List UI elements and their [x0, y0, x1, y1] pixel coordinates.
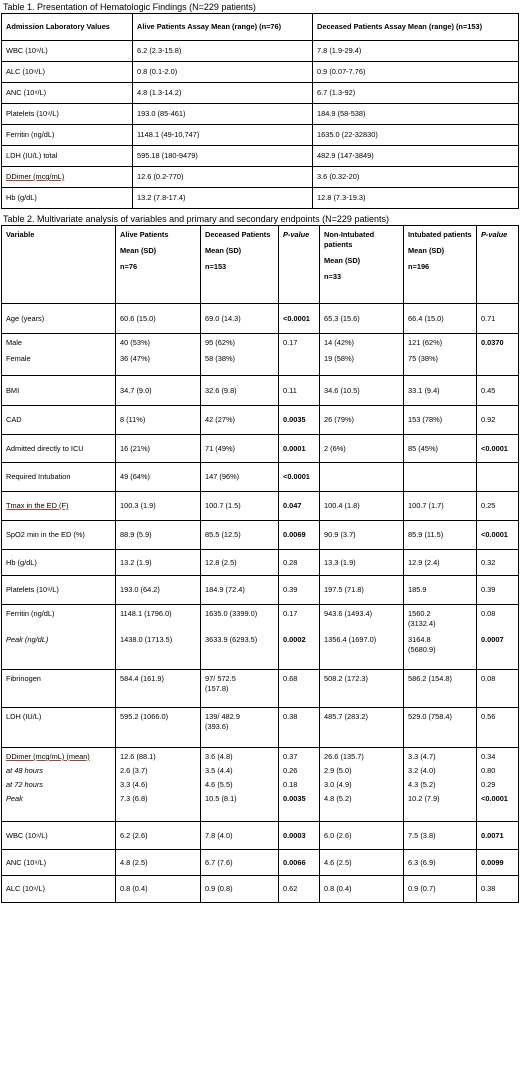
table-cell: 3.6 (0.32-20): [313, 167, 519, 188]
table-cell: 88.9 (5.9): [116, 521, 201, 550]
table1-caption: Table 1. Presentation of Hematologic Findings (N=229 patients): [3, 2, 256, 12]
table-cell: 85 (45%): [404, 435, 477, 463]
table-cell: 7.8 (1.9-29.4): [313, 41, 519, 62]
table-cell: 584.4 (161.9): [116, 670, 201, 708]
table-cell: 6.2 (2.6): [116, 822, 201, 850]
table-cell: 6.0 (2.6): [320, 822, 404, 850]
table-cell: 0.0066: [279, 850, 320, 876]
table-cell: 0.8 (0.4): [116, 876, 201, 903]
table-cell: 0.9 (0.07-7.76): [313, 62, 519, 83]
table-cell: 71 (49%): [201, 435, 279, 463]
table-cell: ANC (10⁹/L): [2, 850, 116, 876]
table-row: [2, 125, 519, 146]
table-cell: 12.9 (2.4): [404, 550, 477, 576]
table-cell: 153 (78%): [404, 406, 477, 435]
table-row: [2, 334, 519, 376]
table-cell: 12.8 (2.5): [201, 550, 279, 576]
table-cell: 529.0 (758.4): [404, 708, 477, 748]
table-row: [2, 576, 519, 605]
table-cell: 3.6 (4.8) 3.5 (4.4) 4.6 (5.5) 10.5 (8.1): [201, 748, 279, 822]
table-cell: 6.7 (1.3-92): [313, 83, 519, 104]
table-cell: 0.62: [279, 876, 320, 903]
table-cell: 8 (11%): [116, 406, 201, 435]
table-cell: SpO2 min in the ED (%): [2, 521, 116, 550]
table-cell: 508.2 (172.3): [320, 670, 404, 708]
table-row: [2, 62, 519, 83]
table-cell: 0.39: [477, 576, 519, 605]
table-cell: 3.3 (4.7) 3.2 (4.0) 4.3 (5.2) 10.2 (7.9): [404, 748, 477, 822]
table-cell: 97/ 572.5 (157.8): [201, 670, 279, 708]
table-cell: 100.3 (1.9): [116, 492, 201, 521]
table-cell: 33.1 (9.4): [404, 376, 477, 406]
table-cell: <0.0001: [279, 463, 320, 492]
table-cell: WBC (10⁹/L): [2, 41, 133, 62]
table-cell: Platelets (10⁹/L): [2, 104, 133, 125]
table-cell: 100.7 (1.7): [404, 492, 477, 521]
table-cell: 12.6 (88.1) 2.6 (3.7) 3.3 (4.6) 7.3 (6.8): [116, 748, 201, 822]
table-cell: ALC (10⁹/L): [2, 876, 116, 903]
table-cell: 95 (62%) 58 (38%): [201, 334, 279, 376]
table-cell: 595.18 (180-9479): [133, 146, 313, 167]
table-cell: 7.5 (3.8): [404, 822, 477, 850]
table-cell: LDH (IU/L) total: [2, 146, 133, 167]
table-cell: 0.0069: [279, 521, 320, 550]
table-cell: 0.9 (0.8): [201, 876, 279, 903]
table-cell: 100.7 (1.5): [201, 492, 279, 521]
table-cell: 0.38: [477, 876, 519, 903]
table-cell: 13.3 (1.9): [320, 550, 404, 576]
table-cell: 34.6 (10.5): [320, 376, 404, 406]
table-cell: 42 (27%): [201, 406, 279, 435]
table-cell: 4.8 (2.5): [116, 850, 201, 876]
header-cell: P-value: [279, 226, 320, 304]
table-cell: Age (years): [2, 304, 116, 334]
multivariate-analysis-table: [1, 225, 519, 903]
table-cell: 0.0370: [477, 334, 519, 376]
table-cell: 34.7 (9.0): [116, 376, 201, 406]
table-cell: 4.6 (2.5): [320, 850, 404, 876]
header-cell: Variable: [2, 226, 116, 304]
table-cell: 1635.0 (3399.0) 3633.9 (6293.5): [201, 605, 279, 670]
table-cell: 0.32: [477, 550, 519, 576]
table-cell: [404, 463, 477, 492]
table-cell: 12.8 (7.3-19.3): [313, 188, 519, 209]
table-cell: 66.4 (15.0): [404, 304, 477, 334]
table-cell: 6.2 (2.3-15.8): [133, 41, 313, 62]
table-row: [2, 435, 519, 463]
table-row: [2, 83, 519, 104]
table-row: [2, 104, 519, 125]
table-cell: 4.8 (1.3-14.2): [133, 83, 313, 104]
table-row: [2, 463, 519, 492]
table-cell: 32.6 (9.8): [201, 376, 279, 406]
table-cell: BMI: [2, 376, 116, 406]
table-cell: 16 (21%): [116, 435, 201, 463]
table-cell: 0.047: [279, 492, 320, 521]
table-cell: 0.92: [477, 406, 519, 435]
header-cell: P-value: [477, 226, 519, 304]
table-cell: 193.0 (64.2): [116, 576, 201, 605]
table-cell: 0.17: [279, 334, 320, 376]
table-cell: 193.0 (85-461): [133, 104, 313, 125]
table-row: [2, 550, 519, 576]
table-row: [2, 521, 519, 550]
table-cell: [477, 463, 519, 492]
table-cell: WBC (10⁹/L): [2, 822, 116, 850]
table-cell: Male Female: [2, 334, 116, 376]
table-cell: 0.8 (0.1-2.0): [133, 62, 313, 83]
table-cell: 12.6 (0.2-770): [133, 167, 313, 188]
table-cell: 1635.0 (22-32830): [313, 125, 519, 146]
table-row: [2, 376, 519, 406]
table-row: [2, 304, 519, 334]
table-cell: DDimer (mcg/mL) (mean) at 48 hours at 72 hours Peak: [2, 748, 116, 822]
table-cell: 69.0 (14.3): [201, 304, 279, 334]
table-row: [2, 708, 519, 748]
table-cell: 0.45: [477, 376, 519, 406]
table-cell: ALC (10⁹/L): [2, 62, 133, 83]
table-row: [2, 492, 519, 521]
table-cell: 1148.1 (1796.0) 1438.0 (1713.5): [116, 605, 201, 670]
table-cell: Platelets (10⁹/L): [2, 576, 116, 605]
table-cell: 60.6 (15.0): [116, 304, 201, 334]
table-cell: Hb (g/dL): [2, 550, 116, 576]
table-cell: <0.0001: [477, 435, 519, 463]
table-cell: 0.0071: [477, 822, 519, 850]
table-cell: 26.6 (135.7) 2.9 (5.0) 3.0 (4.9) 4.8 (5.2): [320, 748, 404, 822]
header-cell: Intubated patients Mean (SD) n=196: [404, 226, 477, 304]
table-cell: 0.68: [279, 670, 320, 708]
table-header-row: [2, 226, 519, 304]
table-row: [2, 167, 519, 188]
table-cell: 7.8 (4.0): [201, 822, 279, 850]
table-cell: 0.38: [279, 708, 320, 748]
header-cell: Alive Patients Assay Mean (range) (n=76): [133, 14, 313, 41]
table-cell: 0.08 0.0007: [477, 605, 519, 670]
table-cell: Ferritin (ng/dL): [2, 125, 133, 146]
table-row: [2, 822, 519, 850]
table-cell: 0.0001: [279, 435, 320, 463]
table-cell: 0.56: [477, 708, 519, 748]
table-cell: 0.25: [477, 492, 519, 521]
table-row: [2, 188, 519, 209]
table-row: [2, 406, 519, 435]
table-cell: ANC (10⁹/L): [2, 83, 133, 104]
table-row: [2, 850, 519, 876]
table-cell: 482.9 (147-3849): [313, 146, 519, 167]
table-cell: 0.0099: [477, 850, 519, 876]
table-cell: 0.9 (0.7): [404, 876, 477, 903]
header-cell: Deceased Patients Assay Mean (range) (n=153): [313, 14, 519, 41]
table-row: [2, 876, 519, 903]
table-cell: 185.9: [404, 576, 477, 605]
table-header-row: [2, 14, 519, 41]
table-cell: <0.0001: [477, 521, 519, 550]
table-cell: 90.9 (3.7): [320, 521, 404, 550]
table-cell: 85.9 (11.5): [404, 521, 477, 550]
table-cell: Required Intubation: [2, 463, 116, 492]
table-cell: Ferritin (ng/dL) Peak (ng/dL): [2, 605, 116, 670]
table-cell: [320, 463, 404, 492]
table-cell: 6.3 (6.9): [404, 850, 477, 876]
table-cell: 0.71: [477, 304, 519, 334]
table-cell: 1560.2 (3132.4) 3164.8 (5680.9): [404, 605, 477, 670]
table-cell: 184.9 (72.4): [201, 576, 279, 605]
header-cell: Non-Intubated patients Mean (SD) n=33: [320, 226, 404, 304]
table-cell: 6.7 (7.6): [201, 850, 279, 876]
table-cell: 0.39: [279, 576, 320, 605]
table-row: [2, 41, 519, 62]
table-cell: 49 (64%): [116, 463, 201, 492]
table-cell: 13.2 (1.9): [116, 550, 201, 576]
table-cell: 0.34 0.80 0.29 <0.0001: [477, 748, 519, 822]
table-cell: 14 (42%) 19 (58%): [320, 334, 404, 376]
table-cell: 1148.1 (49-10,747): [133, 125, 313, 146]
table-cell: 2 (6%): [320, 435, 404, 463]
table-cell: Admitted directly to ICU: [2, 435, 116, 463]
table-cell: Hb (g/dL): [2, 188, 133, 209]
table-cell: 0.8 (0.4): [320, 876, 404, 903]
table-cell: Fibrinogen: [2, 670, 116, 708]
table-cell: 0.17 0.0002: [279, 605, 320, 670]
table-cell: 0.08: [477, 670, 519, 708]
table-cell: LDH (IU/L): [2, 708, 116, 748]
table-cell: Tmax in the ED (F): [2, 492, 116, 521]
table-cell: 26 (79%): [320, 406, 404, 435]
table-cell: 197.5 (71.8): [320, 576, 404, 605]
table-cell: 85.5 (12.5): [201, 521, 279, 550]
table-cell: 40 (53%) 36 (47%): [116, 334, 201, 376]
header-cell: Deceased Patients Mean (SD) n=153: [201, 226, 279, 304]
table-cell: <0.0001: [279, 304, 320, 334]
table-row: [2, 670, 519, 708]
table-cell: 0.37 0.26 0.18 0.0035: [279, 748, 320, 822]
table-cell: 586.2 (154.8): [404, 670, 477, 708]
table-cell: 184.9 (58-538): [313, 104, 519, 125]
table-cell: 485.7 (283.2): [320, 708, 404, 748]
table-cell: 139/ 482.9 (393.6): [201, 708, 279, 748]
table-cell: 65.3 (15.6): [320, 304, 404, 334]
table-row: [2, 605, 519, 670]
table-cell: 0.11: [279, 376, 320, 406]
table2-caption: Table 2. Multivariate analysis of variables and primary and secondary endpoints (N=229 patients): [3, 214, 389, 224]
table-cell: 0.28: [279, 550, 320, 576]
table-cell: 0.0003: [279, 822, 320, 850]
table-cell: 943.6 (1493.4) 1356.4 (1697.0): [320, 605, 404, 670]
table-cell: 147 (96%): [201, 463, 279, 492]
header-cell: Admission Laboratory Values: [2, 14, 133, 41]
table-cell: DDimer (mcg/mL): [2, 167, 133, 188]
hematologic-findings-table: [1, 13, 519, 209]
table-cell: 121 (62%) 75 (38%): [404, 334, 477, 376]
table-row: [2, 748, 519, 822]
table-cell: 100.4 (1.8): [320, 492, 404, 521]
header-cell: Alive Patients Mean (SD) n=76: [116, 226, 201, 304]
table-cell: 0.0035: [279, 406, 320, 435]
table-cell: 13.2 (7.8-17.4): [133, 188, 313, 209]
table-cell: 595.2 (1066.0): [116, 708, 201, 748]
table-row: [2, 146, 519, 167]
table-cell: CAD: [2, 406, 116, 435]
